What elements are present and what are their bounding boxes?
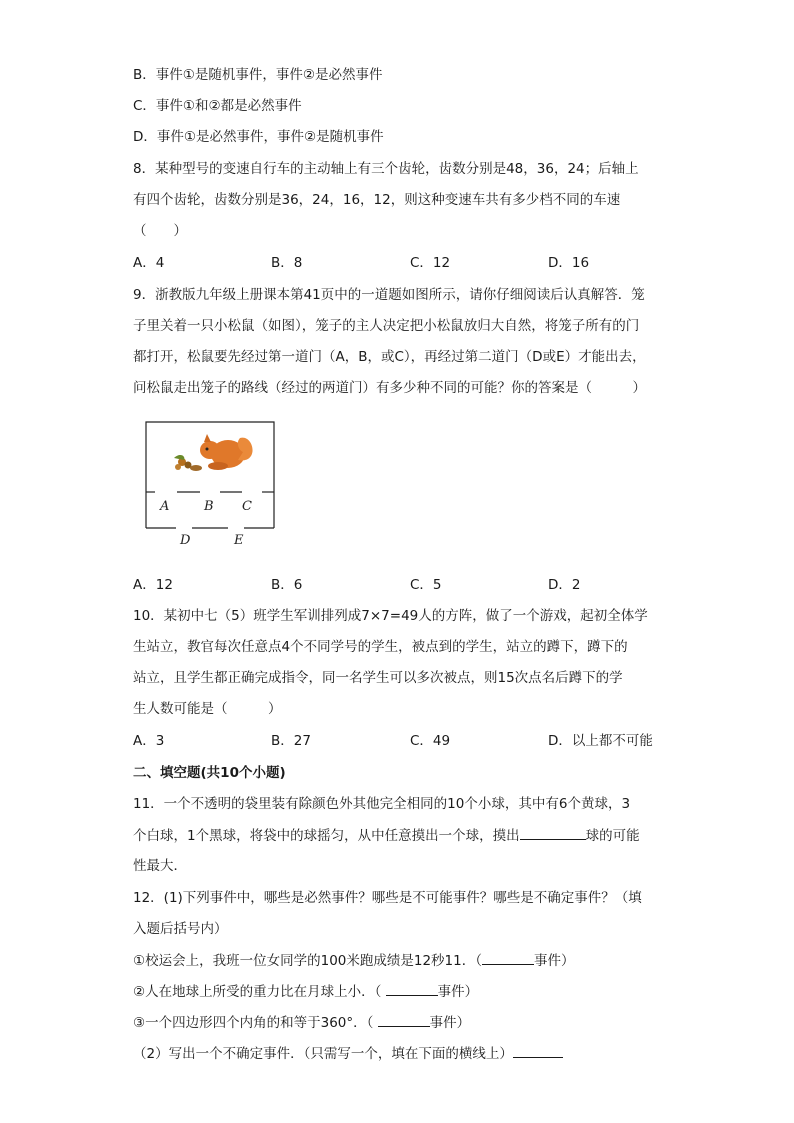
q8-stem-line1: 8．某种型号的变速自行车的主动轴上有三个齿轮，齿数分别是48，36，24；后轴上 [133, 161, 639, 177]
gate-label-d: D [180, 533, 191, 548]
q9-stem-line1: 9．浙教版九年级上册课本第41页中的一道题如图所示，请你仔细阅读后认真解答．笼 [133, 287, 645, 303]
q11-stem-line2 [133, 825, 640, 846]
q12-stem-line1: 12．(1)下列事件中，哪些是必然事件？哪些是不可能事件？哪些是不确定事件？（填 [133, 890, 642, 906]
gate-label-b: B [204, 499, 214, 514]
q9-option-b: B．6 [271, 577, 303, 593]
q9-options [133, 575, 693, 595]
q10-option-a: A．3 [133, 733, 165, 749]
q12-item-2-blank[interactable] [386, 981, 438, 996]
q12-item-1-blank[interactable] [482, 950, 534, 965]
q8-option-c: C．12 [410, 255, 451, 271]
q12-item-3-text: ③一个四边形四个内角的和等于360°．（ [133, 1015, 378, 1031]
q12-part-2-blank[interactable] [513, 1043, 563, 1058]
q12-item-2-text: ②人在地球上所受的重力比在月球上小．（ [133, 984, 386, 1000]
q10-stem-line1: 10．某初中七（5）班学生军训排列成7×7=49人的方阵，做了一个游戏，起初全体学 [133, 608, 648, 624]
q9-option-c: C．5 [410, 577, 442, 593]
q8-option-a: A．4 [133, 255, 165, 271]
q11-line2-after-blank: 球的可能 [585, 828, 640, 844]
q10-option-c: C．49 [410, 733, 451, 749]
q7-option-c: C．事件①和②都是必然事件 [133, 98, 302, 114]
squirrel-image [174, 434, 253, 471]
q12-stem-line2: 入题后括号内） [133, 921, 228, 937]
q12-part-2-text: （2）写出一个不确定事件．（只需写一个，填在下面的横线上） [133, 1046, 513, 1062]
q12-item-2-suffix: 事件） [437, 984, 479, 1000]
q8-option-d: D．16 [548, 255, 590, 271]
q12-item-1-text: ①校运会上，我班一位女同学的100米跑成绩是12秒11．（ [133, 953, 482, 969]
q12-item-1 [133, 950, 574, 971]
q9-option-d: D．2 [548, 577, 581, 593]
q8-options [133, 253, 693, 273]
q12-item-1-suffix: 事件） [533, 953, 575, 969]
cage-figure [140, 420, 280, 550]
q10-option-d: D．以上都不可能 [548, 733, 653, 749]
q9-stem-line2: 子里关着一只小松鼠（如图），笼子的主人决定把小松鼠放归大自然，将笼子所有的门 [133, 318, 640, 334]
q9-option-a: A．12 [133, 577, 173, 593]
gate-label-c: C [242, 499, 252, 514]
q10-stem-line2: 生站立，教官每次任意点4个不同学号的学生，被点到的学生，站立的蹲下，蹲下的 [133, 639, 628, 655]
q8-option-b: B．8 [271, 255, 303, 271]
q10-options [133, 731, 693, 751]
q12-part-2 [133, 1043, 563, 1064]
q12-item-3 [133, 1012, 470, 1033]
q11-stem-line3: 性最大． [133, 858, 187, 874]
q9-stem-line3: 都打开，松鼠要先经过第一道门（A，B，或C），再经过第二道门（D或E）才能出去， [133, 349, 646, 365]
q7-option-d: D．事件①是必然事件，事件②是随机事件 [133, 129, 384, 145]
q9-stem-line4: 问松鼠走出笼子的路线（经过的两道门）有多少种不同的可能？你的答案是（ ） [133, 380, 646, 396]
q12-item-3-suffix: 事件） [429, 1015, 471, 1031]
q11-stem-line1: 11．一个不透明的袋里装有除颜色外其他完全相同的10个小球，其中有6个黄球，3 [133, 796, 631, 812]
gate-label-e: E [234, 533, 244, 548]
q8-answer-paren: （ ） [133, 223, 187, 239]
q10-option-b: B．27 [271, 733, 311, 749]
q8-stem-line2: 有四个齿轮，齿数分别是36，24，16，12，则这种变速车共有多少档不同的车速 [133, 192, 621, 208]
q10-stem-line4: 生人数可能是（ ） [133, 701, 282, 717]
q10-stem-line3: 站立，且学生都正确完成指令，同一名学生可以多次被点，则15次点名后蹲下的学 [133, 670, 623, 686]
q11-line2-before-blank: 个白球，1个黑球，将袋中的球摇匀，从中任意摸出一个球，摸出 [133, 828, 520, 844]
q12-item-3-blank[interactable] [378, 1012, 430, 1027]
q7-option-b: B．事件①是随机事件，事件②是必然事件 [133, 67, 383, 83]
gate-label-a: A [160, 499, 170, 514]
q12-item-2 [133, 981, 478, 1002]
section-heading: 二、填空题(共10个小题) [133, 765, 286, 781]
q11-answer-blank[interactable] [520, 825, 586, 840]
